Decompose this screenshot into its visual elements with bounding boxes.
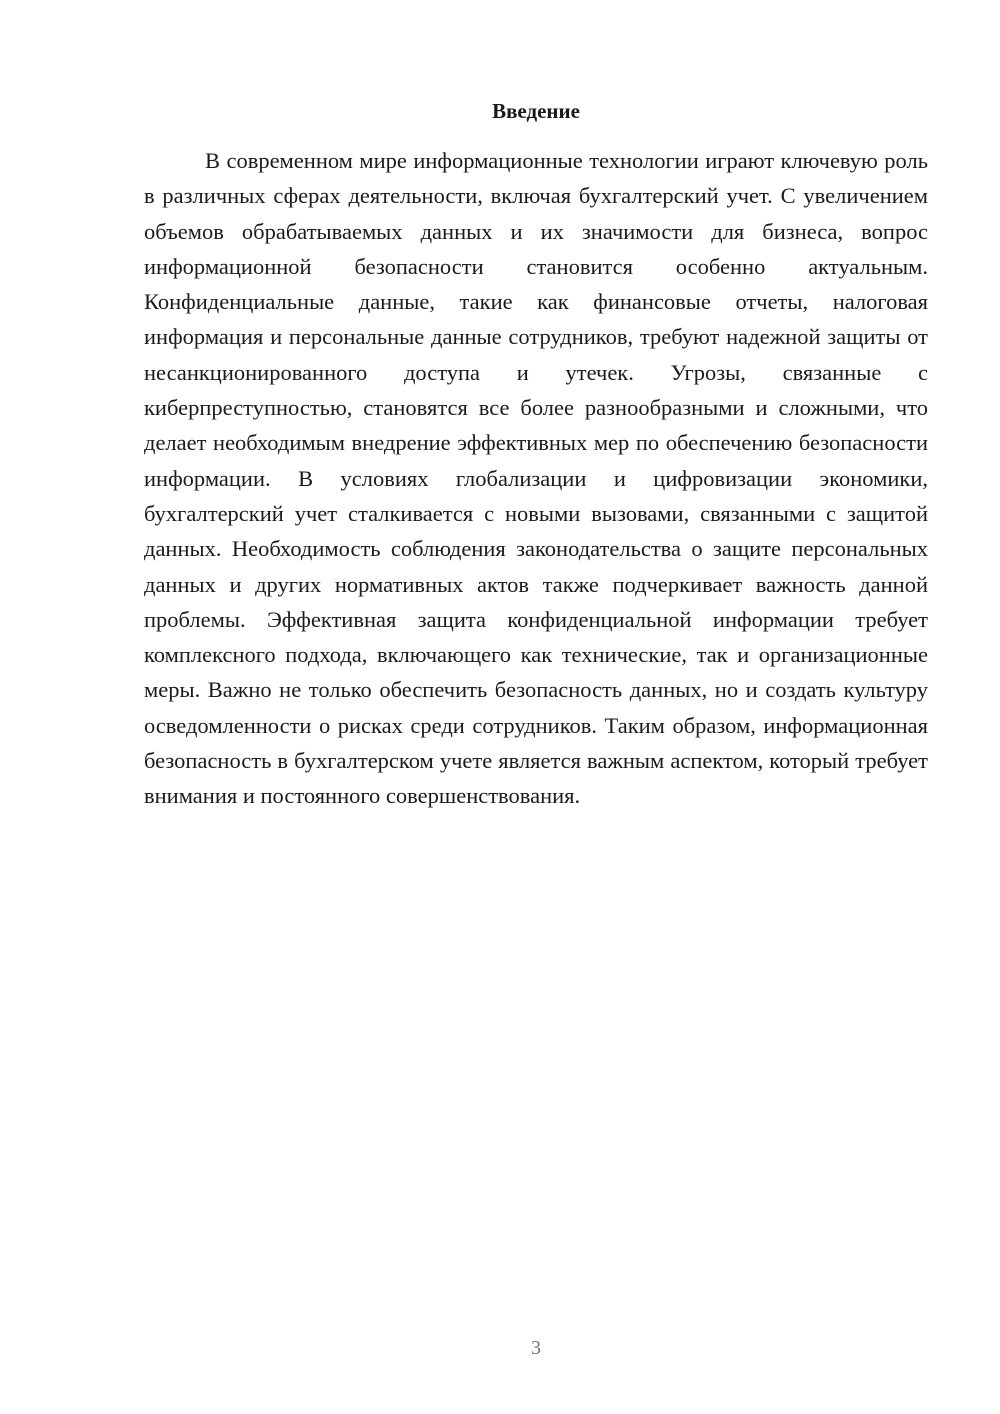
page-number: 3 — [531, 1337, 541, 1359]
body-paragraph: В современном мире информационные технологии играют ключевую роль в различных сферах деятельности, включая бухгалтерский учет. С увеличением объемов обрабатываемых данных и их значимости для бизнеса, вопрос информационной безопасности становится особенно актуальным. Конфиденциальные данные, такие как финансовые отчеты, налоговая информация и персональные данные сотрудников, требуют надежной защиты от несанкционированного доступа и утечек. Угрозы, связанные с киберпреступностью, становятся все более разнообразными и сложными, что делает необходимым внедрение эффективных мер по обеспечению безопасности информации. В условиях глобализации и цифровизации экономики, бухгалтерский учет сталкивается с новыми вызовами, связанными с защитой данных. Необходимость соблюдения законодательства о защите персональных данных и других нормативных актов также подчеркивает важность данной проблемы. Эффективная защита конфиденциальной информации требует комплексного подхода, включающего как технические, так и организационные меры. Важно не только обеспечить безопасность данных, но и создать культуру осведомленности о рисках среди сотрудников. Таким образом, информационная безопасность в бухгалтерском учете является важным аспектом, который требует внимания и постоянного совершенствования. — [144, 148, 928, 809]
section-heading: Введение — [492, 99, 580, 123]
